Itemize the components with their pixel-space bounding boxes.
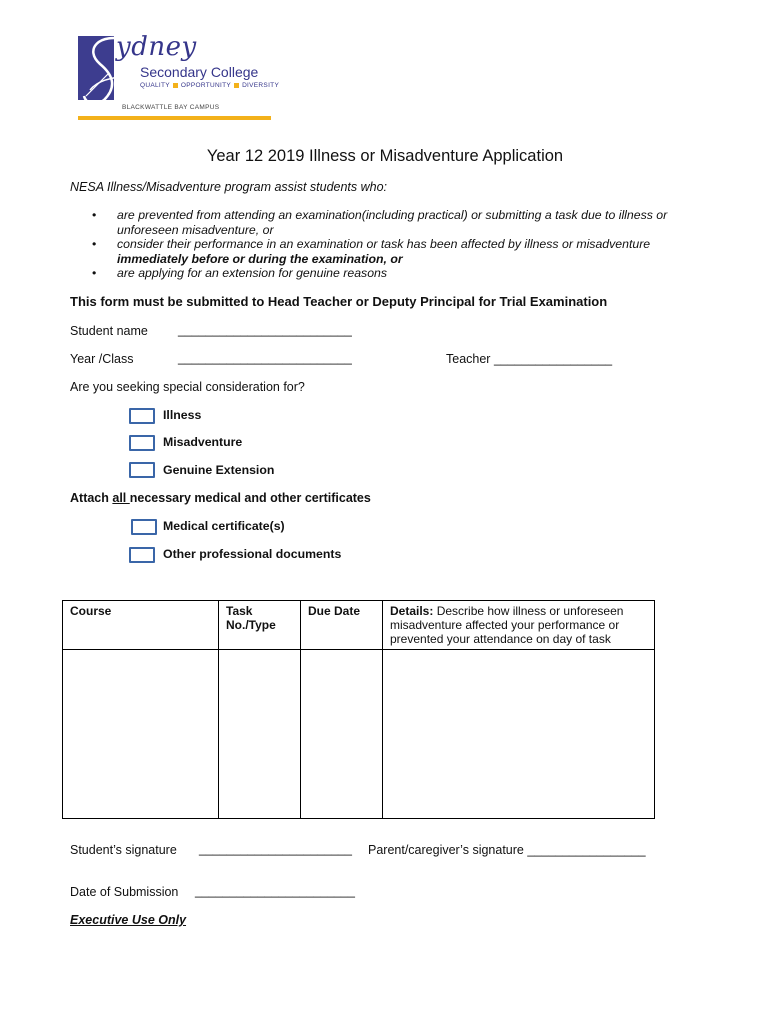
medical-certificate-label: Medical certificate(s)	[163, 519, 285, 533]
date-submission-field[interactable]: _______________________	[195, 884, 355, 898]
executive-use-heading: Executive Use Only	[70, 913, 187, 927]
logo-campus: BLACKWATTLE BAY CAMPUS	[122, 104, 220, 111]
details-cell[interactable]	[383, 650, 655, 819]
misadventure-label: Misadventure	[163, 435, 243, 449]
task-cell[interactable]	[219, 650, 301, 819]
genuine-extension-label: Genuine Extension	[163, 463, 275, 477]
other-documents-label: Other professional documents	[163, 547, 342, 561]
year-class-label: Year /Class	[70, 352, 134, 366]
medical-certificate-checkbox[interactable]	[131, 519, 157, 535]
attach-before: Attach	[70, 491, 113, 505]
student-signature-field[interactable]: ______________________	[199, 842, 352, 856]
tagline-quality: QUALITY	[140, 82, 170, 89]
tagline-dot	[173, 83, 178, 88]
bullet-text: are prevented from attending an examination(including practical) or submitting a task due to illness or unforeseen misadventure, or	[117, 208, 668, 237]
details-header-bold: Details:	[390, 604, 434, 618]
parent-signature-field[interactable]: Parent/caregiver’s signature _________________	[368, 843, 646, 857]
page-title: Year 12 2019 Illness or Misadventure Application	[206, 147, 564, 165]
table-header-row	[63, 601, 655, 650]
illness-label: Illness	[163, 408, 202, 422]
bullet-text: consider their performance in an examination or task has been affected by illness or misadventure	[117, 237, 651, 251]
attach-instruction	[70, 491, 371, 505]
bullet-glyph: •	[92, 208, 97, 222]
submit-notice: This form must be submitted to Head Teacher or Deputy Principal for Trial Examination	[70, 294, 608, 309]
due-date-header: Due Date	[301, 601, 383, 650]
tagline-diversity: DIVERSITY	[242, 82, 280, 89]
attach-underlined: all	[112, 491, 130, 505]
tagline-opportunity: OPPORTUNITY	[180, 82, 232, 89]
bullet-glyph: •	[92, 237, 97, 251]
student-name-field[interactable]: _________________________	[178, 323, 352, 337]
misadventure-checkbox[interactable]	[129, 435, 155, 451]
tagline-dot	[234, 83, 239, 88]
illness-checkbox[interactable]	[129, 408, 155, 424]
details-header-text: Describe how illness or unforeseen misadventure affected your performance or prevented your attendance on day of task	[390, 604, 624, 646]
date-submission-label: Date of Submission	[70, 885, 179, 899]
table-row	[63, 650, 655, 819]
logo-name: ydney	[116, 32, 197, 62]
bullet-glyph: •	[92, 266, 97, 280]
logo-college: Secondary College	[140, 64, 259, 80]
logo-tagline	[140, 82, 279, 89]
bullet-text: are applying for an extension for genuine reasons	[117, 266, 388, 280]
attach-after: necessary medical and other certificates	[129, 491, 371, 505]
student-signature-label: Student’s signature	[70, 843, 177, 857]
bullet-item	[70, 208, 710, 237]
logo-underline	[78, 116, 271, 120]
due-date-cell[interactable]	[301, 650, 383, 819]
consideration-question: Are you seeking special consideration for?	[70, 380, 305, 394]
intro-text: NESA Illness/Misadventure program assist students who:	[70, 180, 388, 194]
course-header: Course	[63, 601, 219, 650]
bullet-bold-text: immediately before or during the examination, or	[117, 251, 403, 266]
genuine-extension-checkbox[interactable]	[129, 462, 155, 478]
bullet-list	[70, 208, 710, 281]
course-cell[interactable]	[63, 650, 219, 819]
teacher-field[interactable]: Teacher _________________	[446, 352, 613, 366]
bullet-item	[70, 266, 710, 281]
task-header: Task No./Type	[219, 601, 301, 650]
details-header	[383, 601, 655, 650]
other-documents-checkbox[interactable]	[129, 547, 155, 563]
bullet-item	[70, 237, 710, 266]
year-class-field[interactable]: _________________________	[178, 351, 352, 365]
student-name-label: Student name	[70, 324, 148, 338]
course-table	[62, 600, 655, 819]
